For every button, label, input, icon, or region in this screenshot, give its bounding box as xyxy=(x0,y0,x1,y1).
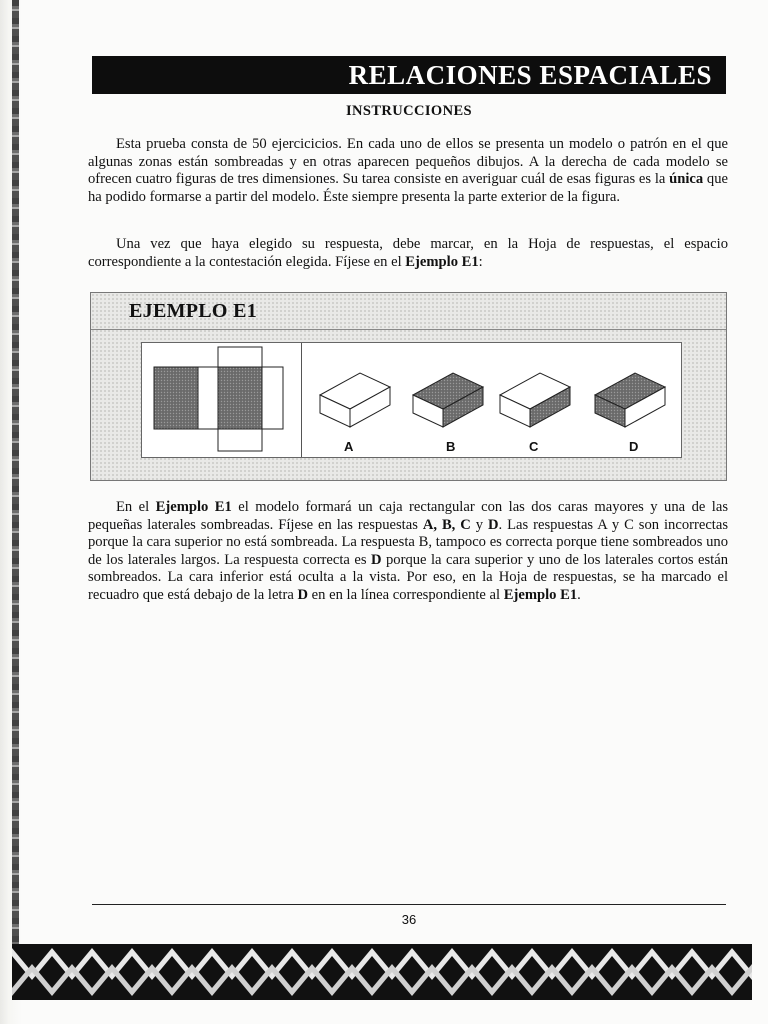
page-binding-edge xyxy=(0,0,22,1024)
p2-text: Una vez que haya elegido su respuesta, debe marcar, en la Hoja de respuestas, el espacio correspondiente a la contestación elegida. Fíjese en el xyxy=(88,236,728,270)
option-d-label: D xyxy=(629,439,639,454)
option-c-label: C xyxy=(529,439,539,454)
option-d-box xyxy=(589,343,679,443)
p3-bold-4: D xyxy=(370,551,382,568)
p1-bold: única xyxy=(669,171,704,188)
instructions-paragraph-1 xyxy=(88,136,728,206)
p3-text-d: y xyxy=(470,516,488,533)
option-b-box xyxy=(407,343,497,443)
page-number: 36 xyxy=(401,912,417,927)
p3-bold-1: Ejemplo E1 xyxy=(155,499,232,515)
section-title-bar xyxy=(92,56,726,94)
instructions-paragraph-2 xyxy=(88,236,728,271)
example-title: EJEMPLO E1 xyxy=(129,300,258,322)
p3-text-h: . xyxy=(577,586,581,603)
decorative-border-pattern xyxy=(12,944,752,1000)
p1-text: Esta prueba consta de 50 ejercicicios. En cada uno de ellos se presenta un modelo o patrón en el que algunas zonas están sombreadas y en otras aparecen pequeños dibujos. A la derecha de cada modelo se ofrecen cuatro figuras de tres dimensiones. Su tarea consiste en averiguar cuál de esas figuras es la xyxy=(88,136,728,188)
option-a-label: A xyxy=(344,439,354,454)
p3-text-f: porque la cara superior y uno de los laterales cortos están sombreados. La cara inferior está oculta a la vista. Por eso, en la Hoja de respuestas, se ha marcado el recuadro que está debajo de la letra xyxy=(88,551,729,603)
p3-text-c: el modelo formará un caja rectangular con las dos caras mayores y una de las pequeñas laterales sombreadas. Fíjese en las respuestas xyxy=(88,499,728,533)
p2-text-end: : xyxy=(478,253,483,270)
p2-bold: Ejemplo E1 xyxy=(405,253,479,270)
instructions-heading: INSTRUCCIONES xyxy=(345,103,473,119)
example-box xyxy=(90,292,727,481)
section-title: RELACIONES ESPACIALES xyxy=(348,59,712,90)
model-net-figure xyxy=(142,343,302,459)
p1-text-end: que ha podido formarse a partir del modelo. Éste siempre presenta la parte exterior de la figura. xyxy=(88,171,728,205)
p3-bold-5: D xyxy=(297,586,309,603)
explanation-paragraph xyxy=(88,499,728,605)
binding-strip xyxy=(12,0,19,1000)
example-figure-panel xyxy=(141,342,682,458)
option-b-label: B xyxy=(446,439,456,454)
figure-divider xyxy=(301,343,302,457)
option-c-box xyxy=(494,343,584,443)
p3-text-a: En el xyxy=(116,499,156,515)
option-a-box xyxy=(314,343,404,443)
example-header xyxy=(91,293,726,330)
p3-bold-2: A, B, C xyxy=(422,516,471,533)
footer-rule xyxy=(92,904,726,905)
p3-text-e: . Las respuestas A y C son incorrectas porque la cara superior no está sombreada. La respuesta B, tampoco es correcta porque tiene sombreados uno de los laterales largos. La respuesta correcta es xyxy=(88,516,729,568)
p3-bold-3: D xyxy=(487,516,499,533)
p3-bold-6: Ejemplo E1 xyxy=(503,586,578,603)
p3-text-g: en en la línea correspondiente al xyxy=(308,586,504,603)
